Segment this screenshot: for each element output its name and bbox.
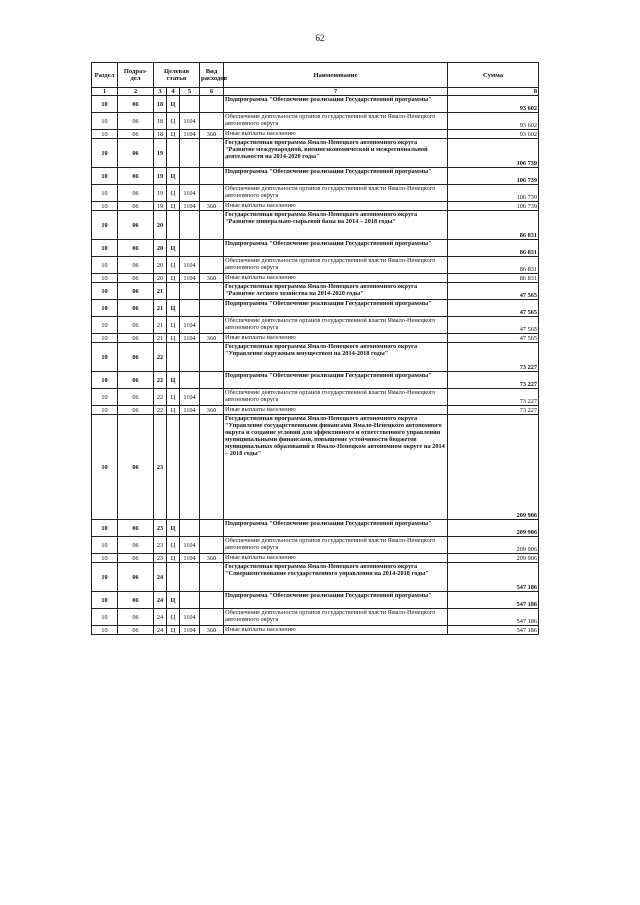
cell-name: Подпрограмма "Обеспечение реализации Государственной программы" [224,300,448,317]
cell-target-a: 18 [154,96,167,113]
cell-target-a: 24 [154,609,167,626]
cell-target-a: 19 [154,185,167,202]
table-row [92,96,539,113]
cell-target-b: Ц [167,185,180,202]
cell-target-a: 18 [154,113,167,130]
cell-razdel: 10 [92,300,118,317]
cell-target-b [167,563,180,592]
cell-podrazdel: 06 [118,389,154,406]
cell-target-b [167,283,180,300]
cell-name: Обеспечение деятельности органов государственной власти Ямало-Ненецкого автономного округа [224,537,448,554]
cell-target-b: Ц [167,609,180,626]
cell-razdel: 10 [92,406,118,415]
cell-vid [200,592,224,609]
cell-summa: 106 739 [448,139,539,168]
cell-podrazdel: 06 [118,185,154,202]
cell-target-c [180,520,200,537]
column-number: 5 [180,88,200,96]
cell-target-b [167,343,180,372]
cell-target-b: Ц [167,300,180,317]
cell-target-a: 22 [154,406,167,415]
cell-vid: 360 [200,406,224,415]
cell-razdel: 10 [92,202,118,211]
cell-target-c [180,300,200,317]
cell-razdel: 10 [92,537,118,554]
cell-target-b: Ц [167,372,180,389]
cell-razdel: 10 [92,520,118,537]
cell-summa: 47 565 [448,283,539,300]
cell-razdel: 10 [92,343,118,372]
cell-summa: 47 565 [448,317,539,334]
cell-target-c [180,343,200,372]
cell-podrazdel: 06 [118,537,154,554]
cell-target-c [180,563,200,592]
cell-target-c: 1104 [180,609,200,626]
cell-vid [200,96,224,113]
cell-name: Иные выплаты населению [224,554,448,563]
cell-vid: 360 [200,130,224,139]
cell-vid: 360 [200,274,224,283]
cell-target-b: Ц [167,626,180,635]
table-row [92,130,539,139]
cell-razdel: 10 [92,592,118,609]
cell-podrazdel: 06 [118,240,154,257]
cell-vid [200,211,224,240]
table-row [92,537,539,554]
cell-target-b: Ц [167,389,180,406]
table-row [92,563,539,592]
cell-vid [200,257,224,274]
page-number: 62 [315,33,325,43]
header-row [92,63,539,88]
cell-name: Обеспечение деятельности органов государственной власти Ямало-Ненецкого автономного округа [224,609,448,626]
cell-summa: 47 565 [448,300,539,317]
cell-target-c [180,592,200,609]
cell-razdel: 10 [92,185,118,202]
budget-table [91,62,539,635]
cell-target-b: Ц [167,257,180,274]
cell-target-c [180,139,200,168]
cell-razdel: 10 [92,389,118,406]
cell-podrazdel: 06 [118,283,154,300]
cell-target-a: 20 [154,274,167,283]
table-row [92,554,539,563]
cell-summa: 73 227 [448,343,539,372]
cell-target-a: 22 [154,372,167,389]
cell-razdel: 10 [92,317,118,334]
cell-target-a: 23 [154,554,167,563]
cell-razdel: 10 [92,240,118,257]
header-vid: Вид расходов [200,63,224,88]
cell-target-c: 1104 [180,626,200,635]
cell-name: Государственная программа Ямало-Ненецкого автономного округа "Развитие лесного хозяйства на 2014-2020 годы" [224,283,448,300]
cell-target-c: 1104 [180,406,200,415]
cell-podrazdel: 06 [118,257,154,274]
cell-target-c [180,372,200,389]
cell-summa: 209 906 [448,554,539,563]
cell-podrazdel: 06 [118,609,154,626]
table-row [92,592,539,609]
cell-summa: 547 186 [448,592,539,609]
cell-name: Подпрограмма "Обеспечение реализации Государственной программы" [224,240,448,257]
table-row [92,520,539,537]
cell-vid [200,113,224,130]
cell-podrazdel: 06 [118,113,154,130]
cell-summa: 73 227 [448,372,539,389]
cell-target-b: Ц [167,96,180,113]
cell-target-a: 22 [154,389,167,406]
cell-summa: 106 739 [448,168,539,185]
cell-podrazdel: 06 [118,202,154,211]
table-row [92,185,539,202]
cell-podrazdel: 06 [118,563,154,592]
cell-summa: 547 186 [448,563,539,592]
cell-target-a: 23 [154,537,167,554]
cell-target-a: 24 [154,626,167,635]
cell-target-a: 20 [154,240,167,257]
cell-vid [200,185,224,202]
table-row [92,415,539,520]
cell-target-a: 21 [154,283,167,300]
cell-target-a: 23 [154,520,167,537]
cell-target-a: 21 [154,300,167,317]
column-number: 2 [118,88,154,96]
cell-target-c: 1104 [180,537,200,554]
cell-target-c: 1104 [180,389,200,406]
cell-vid [200,343,224,372]
cell-summa: 106 739 [448,202,539,211]
cell-summa: 86 831 [448,274,539,283]
cell-podrazdel: 06 [118,300,154,317]
cell-name: Иные выплаты населению [224,626,448,635]
cell-vid [200,139,224,168]
header-name: Наименование [224,63,448,88]
cell-target-b: Ц [167,317,180,334]
cell-razdel: 10 [92,609,118,626]
cell-summa: 547 186 [448,609,539,626]
cell-target-a: 23 [154,415,167,520]
cell-name: Государственная программа Ямало-Ненецкого автономного округа "Управление окружным имуществом на 2014-2018 годы" [224,343,448,372]
cell-target-a: 19 [154,168,167,185]
column-number: 4 [167,88,180,96]
cell-target-c: 1104 [180,185,200,202]
cell-target-b: Ц [167,274,180,283]
cell-target-b: Ц [167,240,180,257]
cell-target-c: 1104 [180,257,200,274]
cell-podrazdel: 06 [118,343,154,372]
header-summa: Сумма [448,63,539,88]
cell-vid [200,240,224,257]
table-row [92,202,539,211]
table-row [92,389,539,406]
cell-vid: 360 [200,626,224,635]
column-number: 3 [154,88,167,96]
cell-name: Обеспечение деятельности органов государственной власти Ямало-Ненецкого автономного округа [224,317,448,334]
cell-podrazdel: 06 [118,130,154,139]
cell-razdel: 10 [92,274,118,283]
cell-target-b: Ц [167,130,180,139]
cell-summa: 547 186 [448,626,539,635]
cell-razdel: 10 [92,139,118,168]
cell-summa: 47 565 [448,334,539,343]
cell-target-b [167,415,180,520]
cell-summa: 209 906 [448,537,539,554]
table-row [92,334,539,343]
cell-target-a: 22 [154,343,167,372]
cell-razdel: 10 [92,168,118,185]
cell-target-c: 1104 [180,334,200,343]
cell-target-a: 18 [154,130,167,139]
table-body [92,96,539,635]
cell-target-c: 1104 [180,130,200,139]
cell-vid: 360 [200,554,224,563]
cell-razdel: 10 [92,283,118,300]
cell-podrazdel: 06 [118,139,154,168]
cell-podrazdel: 06 [118,211,154,240]
cell-summa: 93 602 [448,113,539,130]
cell-target-a: 24 [154,563,167,592]
table-row [92,372,539,389]
cell-razdel: 10 [92,96,118,113]
cell-name: Иные выплаты населению [224,334,448,343]
cell-vid: 360 [200,202,224,211]
cell-summa: 73 227 [448,406,539,415]
cell-name: Подпрограмма "Обеспечение реализации Государственной программы" [224,168,448,185]
cell-target-a: 24 [154,592,167,609]
cell-vid [200,300,224,317]
cell-name: Обеспечение деятельности органов государственной власти Ямало-Ненецкого автономного округа [224,185,448,202]
cell-target-c: 1104 [180,113,200,130]
cell-target-c: 1104 [180,274,200,283]
cell-target-c [180,168,200,185]
cell-target-c [180,240,200,257]
cell-podrazdel: 06 [118,592,154,609]
cell-razdel: 10 [92,415,118,520]
cell-podrazdel: 06 [118,415,154,520]
cell-podrazdel: 06 [118,406,154,415]
cell-name: Иные выплаты населению [224,202,448,211]
cell-razdel: 10 [92,257,118,274]
table-row [92,139,539,168]
cell-name: Подпрограмма "Обеспечение реализации Государственной программы" [224,592,448,609]
cell-podrazdel: 06 [118,554,154,563]
cell-vid: 360 [200,334,224,343]
cell-vid [200,283,224,300]
table-row [92,406,539,415]
cell-target-b: Ц [167,202,180,211]
cell-name: Подпрограмма "Обеспечение реализации Государственной программы" [224,96,448,113]
cell-name: Подпрограмма "Обеспечение реализации Государственной программы" [224,520,448,537]
table-row [92,283,539,300]
cell-target-b: Ц [167,592,180,609]
table-row [92,317,539,334]
cell-name: Иные выплаты населению [224,274,448,283]
table-row [92,626,539,635]
table-row [92,168,539,185]
cell-target-c [180,211,200,240]
cell-target-b: Ц [167,520,180,537]
header-tselevaya: Целевая статья [154,63,200,88]
cell-name: Государственная программа Ямало-Ненецкого автономного округа "Совершенствование государственного управления на 2014-2018 годы" [224,563,448,592]
cell-summa: 209 906 [448,520,539,537]
cell-razdel: 10 [92,211,118,240]
cell-name: Государственная программа Ямало-Ненецкого автономного округа "Управление государственными финансами Ямало-Ненецкого автономного округа и создание условий для эффективного и ответственного управления муниципальными финансами, повышение устойчивости бюджетов муниципальных образований в Ямало-Ненецком автономном округе на 2014 – 2018 годы" [224,415,448,520]
cell-vid [200,389,224,406]
cell-razdel: 10 [92,113,118,130]
cell-target-a: 19 [154,139,167,168]
cell-target-b: Ц [167,168,180,185]
column-number: 6 [200,88,224,96]
cell-vid [200,609,224,626]
cell-razdel: 10 [92,372,118,389]
table-row [92,609,539,626]
cell-vid [200,168,224,185]
cell-target-c [180,96,200,113]
header-podrazdel: Подраз- дел [118,63,154,88]
cell-summa: 86 831 [448,257,539,274]
cell-summa: 86 831 [448,240,539,257]
cell-name: Иные выплаты населению [224,406,448,415]
cell-target-c [180,415,200,520]
cell-summa: 209 906 [448,415,539,520]
header-razdel: Раздел [92,63,118,88]
column-number: 1 [92,88,118,96]
cell-summa: 86 831 [448,211,539,240]
cell-vid [200,537,224,554]
cell-target-a: 21 [154,334,167,343]
cell-summa: 73 227 [448,389,539,406]
cell-podrazdel: 06 [118,334,154,343]
cell-razdel: 10 [92,130,118,139]
table-row [92,211,539,240]
table-row [92,113,539,130]
cell-name: Государственная программа Ямало-Ненецкого автономного округа "Развитие минерально-сырьевой базы на 2014 – 2018 годы" [224,211,448,240]
cell-vid [200,372,224,389]
cell-target-b: Ц [167,113,180,130]
cell-target-b: Ц [167,537,180,554]
cell-target-c: 1104 [180,202,200,211]
cell-target-a: 20 [154,211,167,240]
cell-vid [200,520,224,537]
cell-vid [200,415,224,520]
cell-razdel: 10 [92,563,118,592]
table-row [92,343,539,372]
cell-name: Обеспечение деятельности органов государственной власти Ямало-Ненецкого автономного округа [224,389,448,406]
cell-summa: 106 739 [448,185,539,202]
cell-podrazdel: 06 [118,168,154,185]
cell-podrazdel: 06 [118,520,154,537]
column-number: 8 [448,88,539,96]
cell-podrazdel: 06 [118,96,154,113]
cell-target-a: 21 [154,317,167,334]
cell-summa: 93 602 [448,96,539,113]
column-number-row [92,88,539,96]
cell-razdel: 10 [92,334,118,343]
cell-target-c: 1104 [180,554,200,563]
cell-target-a: 20 [154,257,167,274]
table-row [92,300,539,317]
table-row [92,257,539,274]
cell-podrazdel: 06 [118,372,154,389]
cell-target-c [180,283,200,300]
cell-target-a: 19 [154,202,167,211]
cell-name: Иные выплаты населению [224,130,448,139]
cell-podrazdel: 06 [118,274,154,283]
cell-name: Обеспечение деятельности органов государственной власти Ямало-Ненецкого автономного округа [224,113,448,130]
cell-podrazdel: 06 [118,317,154,334]
column-number: 7 [224,88,448,96]
cell-vid [200,317,224,334]
cell-target-c: 1104 [180,317,200,334]
cell-name: Подпрограмма "Обеспечение реализации Государственной программы" [224,372,448,389]
cell-vid [200,563,224,592]
cell-name: Государственная программа Ямало-Ненецкого автономного округа "Развитие международной, внешнеэкономической и межрегиональной деятельности на 2014-2020 годы" [224,139,448,168]
cell-target-b [167,139,180,168]
cell-razdel: 10 [92,626,118,635]
table-row [92,240,539,257]
cell-target-b: Ц [167,554,180,563]
cell-target-b [167,211,180,240]
cell-target-b: Ц [167,406,180,415]
table-row [92,274,539,283]
cell-razdel: 10 [92,554,118,563]
cell-name: Обеспечение деятельности органов государственной власти Ямало-Ненецкого автономного округа [224,257,448,274]
cell-summa: 93 602 [448,130,539,139]
cell-podrazdel: 06 [118,626,154,635]
cell-target-b: Ц [167,334,180,343]
